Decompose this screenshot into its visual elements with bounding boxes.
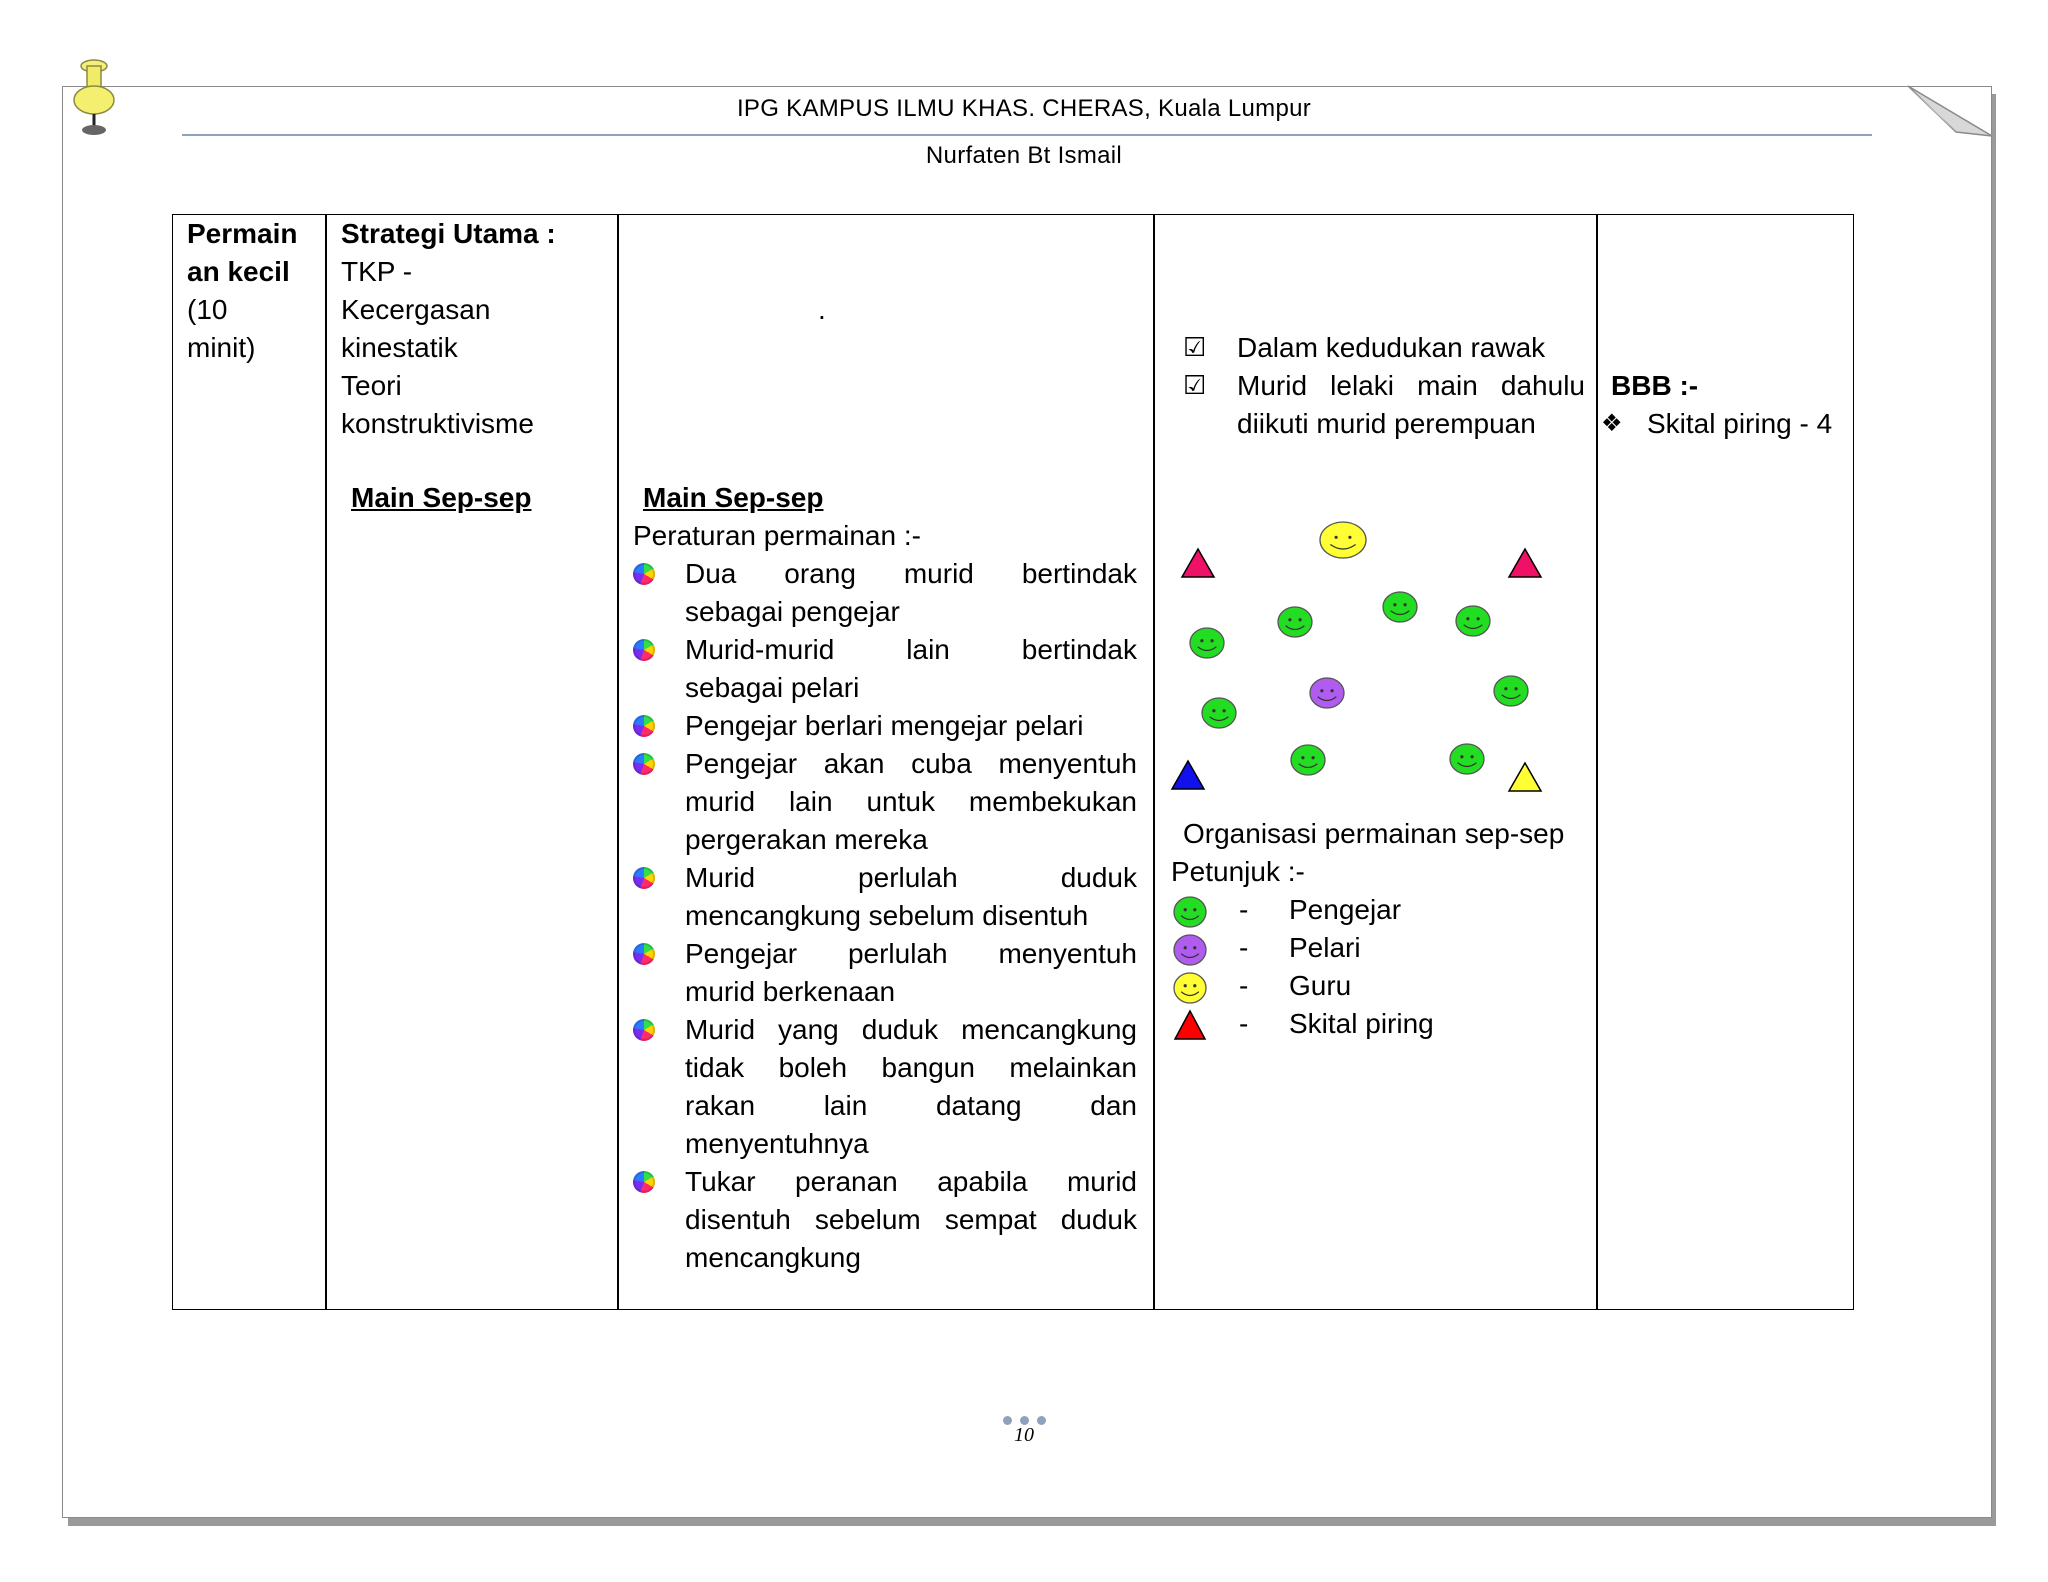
legend-label: Skital piring	[1289, 1008, 1434, 1039]
rule-line: Murid perlulah duduk	[685, 862, 1137, 893]
rule-line: tidak boleh bangun melainkan	[685, 1052, 1137, 1083]
check2-text-line2: diikuti murid perempuan	[1237, 408, 1536, 439]
green-smiley-icon	[1291, 745, 1325, 775]
activity-title-line1: Permain	[187, 218, 298, 249]
rule-line: sebagai pengejar	[685, 596, 900, 627]
rules-intro: Peraturan permainan :-	[633, 520, 921, 551]
check2-box: ☑	[1183, 370, 1207, 400]
legend-title: Petunjuk :-	[1171, 856, 1305, 887]
strategy-heading: Strategi Utama :	[341, 218, 556, 249]
legend-dash: -	[1239, 894, 1249, 925]
rule-line: disentuh sebelum sempat duduk	[685, 1204, 1137, 1235]
multicolor-bullet-icon	[633, 1019, 655, 1041]
legend-label: Pelari	[1289, 932, 1361, 963]
header-rule	[182, 134, 1872, 136]
strategy-line: konstruktivisme	[341, 408, 534, 439]
rule-line: Pengejar perlulah menyentuh	[685, 938, 1137, 969]
strategy-subheading: Main Sep-sep	[351, 482, 532, 513]
diagram-caption: Organisasi permainan sep-sep	[1183, 818, 1565, 849]
blue-triangle-icon	[1172, 761, 1204, 789]
bbb-heading: BBB :-	[1611, 370, 1699, 401]
strategy-line: TKP -	[341, 256, 413, 287]
green-smiley-icon	[1202, 698, 1236, 728]
green-smiley-icon	[1494, 676, 1528, 706]
multicolor-bullet-icon	[633, 563, 655, 585]
check2-text-line1: Murid lelaki main dahulu	[1237, 370, 1585, 401]
diamond-bullet-icon: ❖	[1601, 410, 1623, 437]
yellow-smiley-icon	[1171, 969, 1209, 1007]
rule-line: rakan lain datang dan	[685, 1090, 1137, 1121]
header-author: Nurfaten Bt Ismail	[925, 142, 1123, 169]
legend-dash: -	[1239, 932, 1249, 963]
game-organisation-diagram	[1155, 505, 1595, 805]
multicolor-bullet-icon	[633, 639, 655, 661]
strategy-line: Teori	[341, 370, 402, 401]
legend-dash: -	[1239, 1008, 1249, 1039]
table-divider	[325, 215, 327, 1309]
multicolor-bullet-icon	[633, 943, 655, 965]
rule-line: Dua orang murid bertindak	[685, 558, 1137, 589]
rule-line: mencangkung	[685, 1242, 861, 1273]
yellow-smiley-icon	[1320, 522, 1366, 558]
legend-label: Pengejar	[1289, 894, 1402, 925]
green-smiley-icon	[1190, 628, 1224, 658]
activity-title-line2: an kecil	[187, 256, 290, 287]
multicolor-bullet-icon	[633, 1171, 655, 1193]
table-divider	[1596, 215, 1598, 1309]
pink-triangle-icon	[1509, 549, 1541, 577]
rule-line: mencangkung sebelum disentuh	[685, 900, 1089, 931]
check1-box: ☑	[1183, 332, 1207, 362]
strategy-line: kinestatik	[341, 332, 458, 363]
green-smiley-icon	[1450, 744, 1484, 774]
lesson-table	[172, 214, 1854, 1310]
rule-line: Pengejar berlari mengejar pelari	[685, 710, 1084, 741]
col-strategy	[341, 215, 611, 443]
rule-line: Murid-murid lain bertindak	[685, 634, 1137, 665]
red-triangle-icon	[1171, 1007, 1209, 1045]
activity-duration-line1: (10	[187, 294, 228, 325]
strategy-line: Kecergasan	[341, 294, 491, 325]
page-number: 10	[1014, 1424, 1034, 1446]
rule-line: Tukar peranan apabila murid	[685, 1166, 1137, 1197]
pink-triangle-icon	[1182, 549, 1214, 577]
multicolor-bullet-icon	[633, 715, 655, 737]
header-institution: IPG KAMPUS ILMU KHAS. CHERAS, Kuala Lumpur	[736, 95, 1312, 122]
stray-dot: .	[818, 294, 826, 325]
green-smiley-icon	[1456, 606, 1490, 636]
green-smiley-icon	[1278, 607, 1312, 637]
rule-line: Pengejar akan cuba menyentuh	[685, 748, 1137, 779]
rule-line: menyentuhnya	[685, 1128, 869, 1159]
check1-text: Dalam kedudukan rawak	[1237, 332, 1546, 363]
col-activity	[187, 215, 317, 367]
table-divider	[617, 215, 619, 1309]
rule-line: pergerakan mereka	[685, 824, 928, 855]
multicolor-bullet-icon	[633, 753, 655, 775]
rule-line: murid berkenaan	[685, 976, 896, 1007]
green-smiley-icon	[1383, 592, 1417, 622]
purple-smiley-icon	[1171, 931, 1209, 969]
green-smiley-icon	[1171, 893, 1209, 931]
yellow-triangle-icon	[1509, 763, 1541, 791]
rule-line: sebagai pelari	[685, 672, 860, 703]
bbb-item: Skital piring - 4	[1647, 408, 1833, 439]
rule-line: Murid yang duduk mencangkung	[685, 1014, 1137, 1045]
rule-line: murid lain untuk membekukan	[685, 786, 1137, 817]
multicolor-bullet-icon	[633, 867, 655, 889]
activity-duration-line2: minit)	[187, 332, 256, 363]
legend-dash: -	[1239, 970, 1249, 1001]
game-heading: Main Sep-sep	[643, 482, 824, 513]
legend-label: Guru	[1289, 970, 1352, 1001]
purple-smiley-icon	[1310, 678, 1344, 708]
